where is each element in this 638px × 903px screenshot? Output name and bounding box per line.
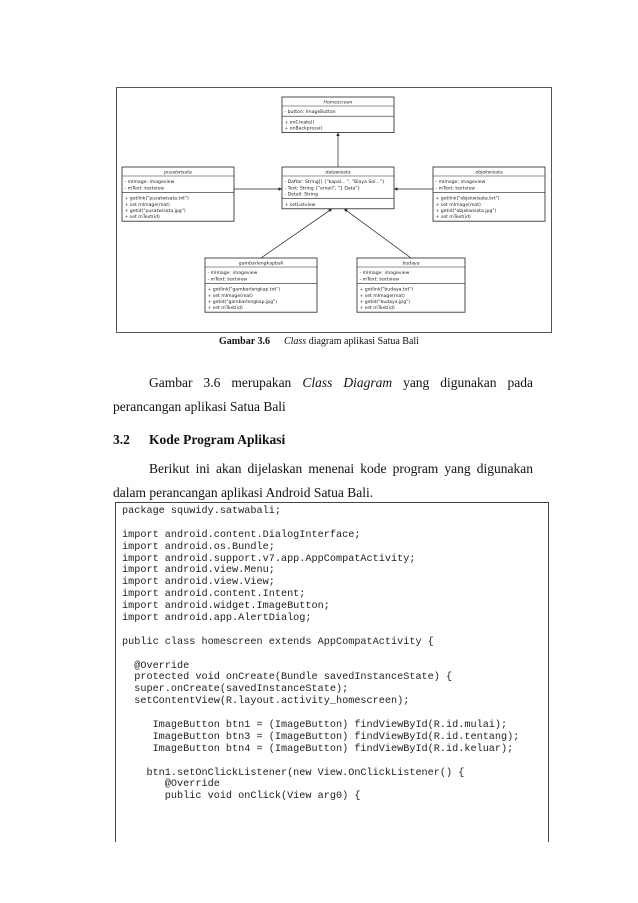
class-method: + set mImage(mat) <box>207 293 253 299</box>
code-line: import android.view.View; <box>122 577 275 589</box>
class-name: budaya <box>402 261 420 267</box>
class-method: + getid("budaya.jpg") <box>359 300 411 305</box>
class-attribute: - mImage: imageview <box>435 180 486 186</box>
class-box-homescreen <box>282 97 394 133</box>
class-method: + onCreate() <box>284 120 315 126</box>
class-method: + set mImage(mat) <box>124 202 170 208</box>
class-method: + onBackpress() <box>284 126 323 132</box>
class-box-datawisata <box>282 167 394 209</box>
class-attribute: - mText: textview <box>124 186 165 192</box>
code-line: public void onClick(View arg0) { <box>122 791 361 803</box>
code-line: import android.widget.ImageButton; <box>122 601 330 613</box>
paragraph-code-intro: Berikut ini akan dijelaskan menenai kode program yang digunakan dalam perancangan aplikasi Android Satua Bali. <box>113 461 533 500</box>
class-name: pusatwisata <box>164 170 192 176</box>
section-title: Kode Program Aplikasi <box>149 432 286 447</box>
class-method: + set mText(id) <box>124 215 160 221</box>
class-method: + getid("gambarlengkap.jpg") <box>207 300 277 305</box>
caption-text: diagram aplikasi Satua Bali <box>306 336 419 347</box>
class-method: + getid("objekwisata.jpg") <box>435 209 497 214</box>
class-method: + getlink("objekwisata.txt") <box>435 196 500 202</box>
class-name: objekwisata <box>475 170 503 176</box>
code-line: import android.app.AlertDialog; <box>122 613 312 625</box>
code-line: @Override <box>122 779 220 791</box>
code-line: super.onCreate(savedInstanceState); <box>122 684 349 696</box>
section-heading <box>113 432 285 448</box>
caption-label: Gambar 3.6 <box>219 336 270 347</box>
class-attribute: - button: ImageButton <box>284 110 336 116</box>
class-method: + getlink("budaya.txt") <box>359 287 414 293</box>
class-attribute: - Text: String {"email", "1 Data"} <box>284 186 361 192</box>
code-line: import android.support.v7.app.AppCompatActivity; <box>122 553 416 565</box>
class-method: + getlink("pusatwisata.txt") <box>124 196 189 202</box>
class-attribute: - mText: textview <box>207 277 248 283</box>
section-number: 3.2 <box>113 432 130 447</box>
class-name: gambarlengkapbali <box>238 261 284 267</box>
class-name: Homescreen <box>323 100 353 106</box>
class-method: + set mText(id) <box>359 306 395 312</box>
relation-gambarlengkap-datawisata <box>261 209 332 258</box>
caption-italic: Class <box>283 336 307 347</box>
code-line: btn1.setOnClickListener(new View.OnClickListener() { <box>122 767 465 779</box>
class-method: + getid("pusatwisata.jpg") <box>124 209 186 214</box>
class-attribute: - mImage: imageview <box>207 271 258 277</box>
paragraph1-italic: Class Diagram <box>302 375 393 390</box>
class-box-pusatwisata <box>122 167 234 221</box>
class-attribute: - mText: textview <box>435 186 476 192</box>
class-attribute: - Detail: String <box>284 192 318 198</box>
code-line: import android.content.DialogInterface; <box>122 529 361 541</box>
paragraph-figure-description <box>113 371 533 419</box>
class-method: + set mImage(mat) <box>359 293 405 299</box>
code-line <box>122 625 548 637</box>
class-attribute: - mText: textview <box>359 277 400 283</box>
code-line: ImageButton btn3 = (ImageButton) findViewById(R.id.tentang); <box>122 731 520 743</box>
code-line: import android.content.Intent; <box>122 589 306 601</box>
code-line: ImageButton btn1 = (ImageButton) findViewById(R.id.mulai); <box>122 720 508 732</box>
code-line: public class homescreen extends AppCompatActivity { <box>122 636 434 648</box>
code-line: setContentView(R.layout.activity_homescreen); <box>122 696 410 708</box>
class-method: + setListview <box>284 202 316 208</box>
code-listing <box>115 502 549 842</box>
paragraph1-after: yang digunakan pada perancangan aplikasi Satua Bali <box>113 375 534 414</box>
class-method: + set mImage(mat) <box>435 202 481 208</box>
class-diagram-figure <box>116 87 552 333</box>
code-line: import android.view.Menu; <box>122 565 275 577</box>
class-method: + getlink("gambarlengkap.txt") <box>207 287 281 293</box>
code-line <box>122 649 548 661</box>
code-line: protected void onCreate(Bundle savedInstanceState) { <box>122 672 453 684</box>
class-method: + set mText(id) <box>207 306 243 312</box>
class-method: + set mText(id) <box>435 215 471 221</box>
figure-caption <box>0 336 638 347</box>
class-attribute: - Daftar: String[] {"kapal... ", "Biaya Sol..."} <box>284 180 385 186</box>
paragraph1-before: Gambar 3.6 merupakan <box>149 375 303 390</box>
code-line <box>122 518 548 530</box>
class-diagram <box>117 88 551 332</box>
code-line <box>122 708 548 720</box>
relation-budaya-datawisata <box>344 209 411 258</box>
class-box-budaya <box>357 258 465 312</box>
code-line: package squwidy.satwabali; <box>122 506 281 517</box>
class-name: datawisata <box>325 170 351 176</box>
code-line <box>122 756 548 768</box>
code-line: ImageButton btn4 = (ImageButton) findViewById(R.id.keluar); <box>122 743 514 755</box>
class-box-gambarlengkap <box>205 258 317 312</box>
class-box-objekwisata <box>433 167 545 221</box>
code-line: @Override <box>122 660 190 672</box>
class-attribute: - mImage: imageview <box>359 271 410 277</box>
class-attribute: - mImage: imageview <box>124 180 175 186</box>
code-line: import android.os.Bundle; <box>122 541 275 553</box>
